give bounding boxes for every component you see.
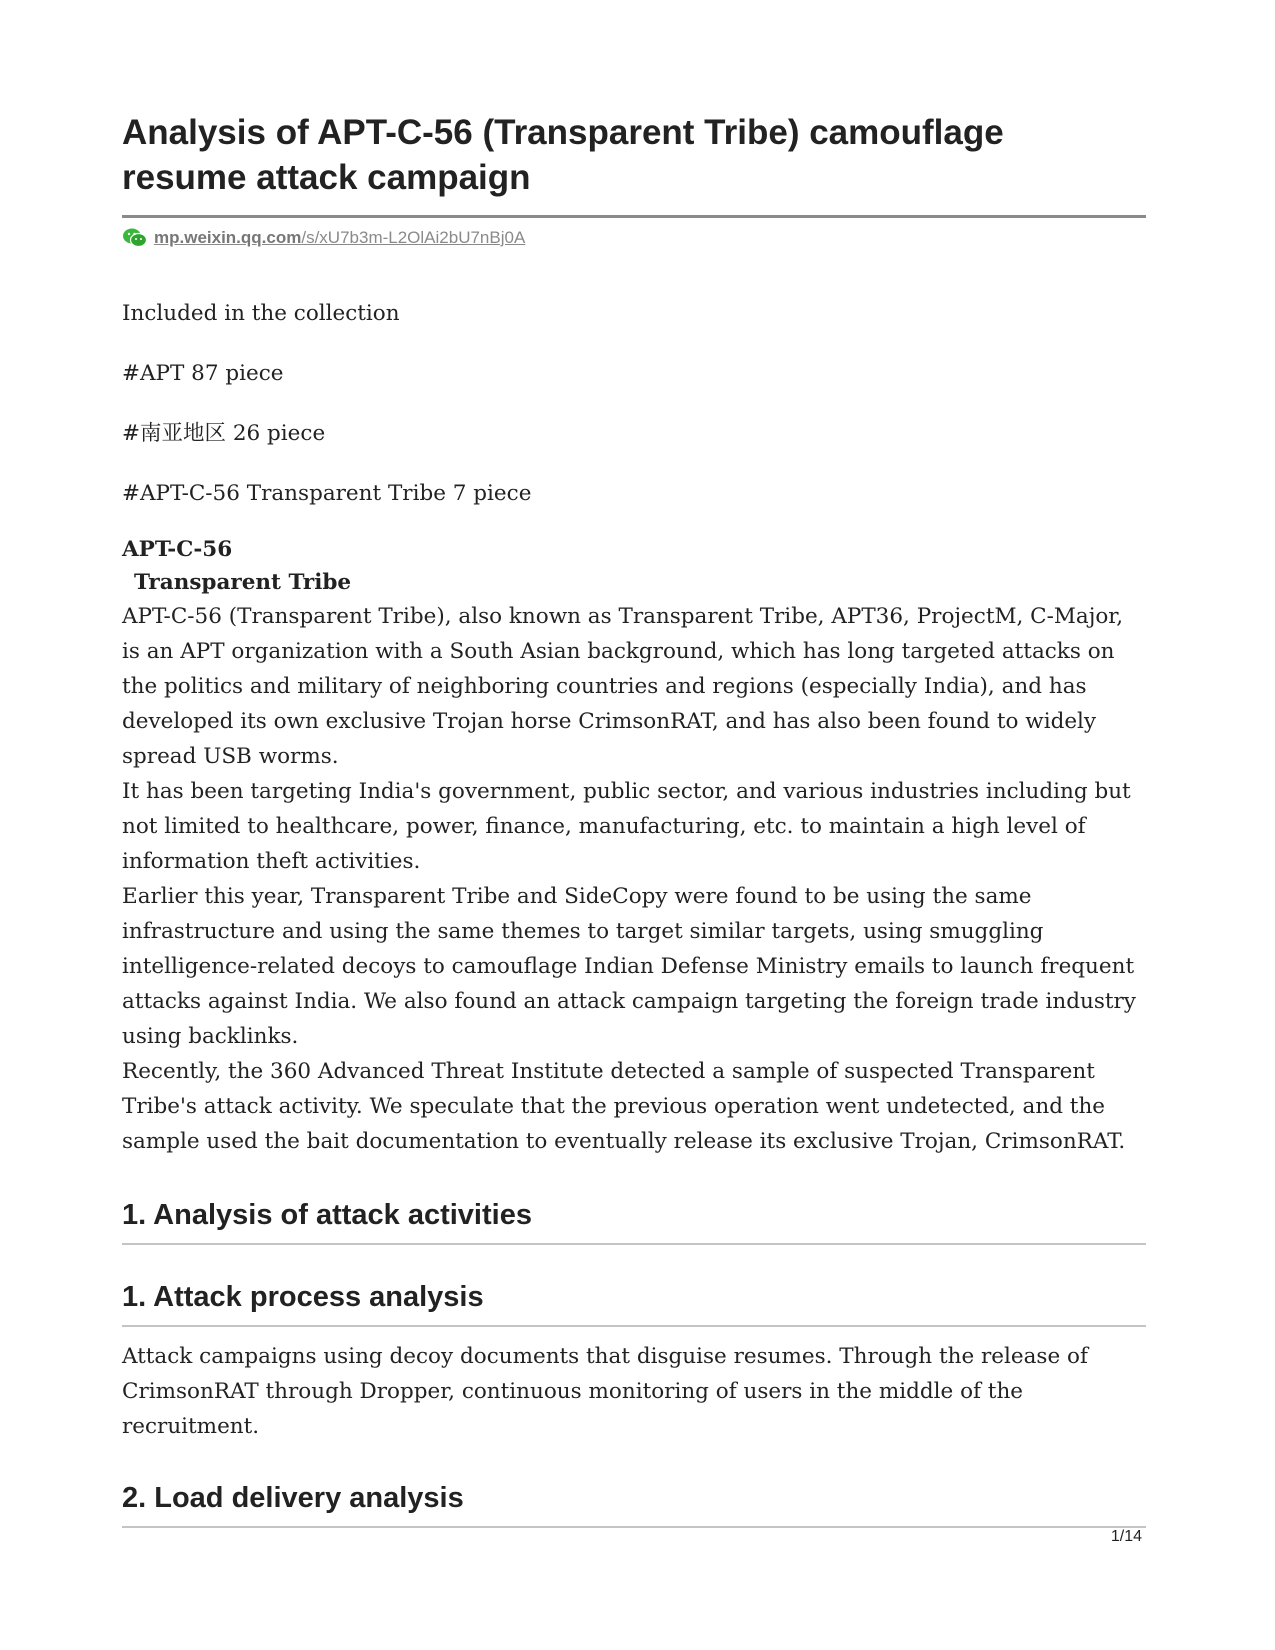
collection-tag-transparent-tribe[interactable]: #APT-C-56 Transparent Tribe 7 piece	[122, 481, 532, 506]
page-number: 1/14	[1110, 1528, 1142, 1545]
paragraph: Recently, the 360 Advanced Threat Institute detected a sample of suspected Transparent Tribe's attack activity. We speculate that the previous operation went undetected, and the sample used the bait documentation to eventually release its exclusive Trojan, CrimsonRAT.	[122, 1059, 1126, 1154]
intro-body	[122, 599, 1146, 1159]
source-url-path[interactable]: /s/xU7b3m-L2OlAi2bU7nBj0A	[301, 228, 526, 247]
paragraph: It has been targeting India's government, public sector, and various industries including but not limited to healthcare, power, finance, manufacturing, etc. to maintain a high level of information theft activities.	[122, 779, 1131, 874]
article-title-line-1: Analysis of APT-C-56 (Transparent Tribe) camouflage	[122, 113, 1004, 152]
section-divider	[122, 1325, 1146, 1327]
article-title	[122, 110, 1146, 200]
attack-process-paragraph: Attack campaigns using decoy documents that disguise resumes. Through the release of CrimsonRAT through Dropper, continuous monitoring of users in the middle of the recruitment.	[122, 1344, 1088, 1439]
wechat-icon	[122, 227, 148, 249]
collection-intro: Included in the collection	[122, 301, 400, 326]
section-heading-attack-activities: 1. Analysis of attack activities	[122, 1199, 532, 1231]
collection-tag-south-asia[interactable]: #南亚地区 26 piece	[122, 421, 326, 446]
paragraph: APT-C-56 (Transparent Tribe), also known as Transparent Tribe, APT36, ProjectM, C-Major, is an APT organization with a South Asian background, which has long targeted attacks on the politics and military of neighboring countries and regions (especially India), and has developed its own exclusive Trojan horse CrimsonRAT, and has also been found to widely spread USB worms.	[122, 604, 1124, 769]
source-line	[122, 226, 1146, 250]
collection-tag-apt[interactable]: #APT 87 piece	[122, 361, 284, 386]
title-divider	[122, 215, 1146, 218]
section-divider	[122, 1526, 1146, 1528]
source-url-link[interactable]	[154, 228, 525, 248]
section-divider	[122, 1243, 1146, 1245]
paragraph: Earlier this year, Transparent Tribe and SideCopy were found to be using the same infrastructure and using the same themes to target similar targets, using smuggling intelligence-related decoys to camouflage Indian Defense Ministry emails to launch frequent attacks against India. We also found an attack campaign targeting the foreign trade industry using backlinks.	[122, 884, 1136, 1049]
article	[122, 110, 1146, 1528]
org-name-heading: APT-C-56	[122, 537, 233, 562]
article-title-line-2: resume attack campaign	[122, 158, 531, 197]
org-alias-heading: Transparent Tribe	[134, 570, 352, 595]
source-url-host[interactable]: mp.weixin.qq.com	[154, 228, 302, 247]
section-heading-load-delivery: 2. Load delivery analysis	[122, 1482, 464, 1514]
section-heading-attack-process: 1. Attack process analysis	[122, 1281, 484, 1313]
